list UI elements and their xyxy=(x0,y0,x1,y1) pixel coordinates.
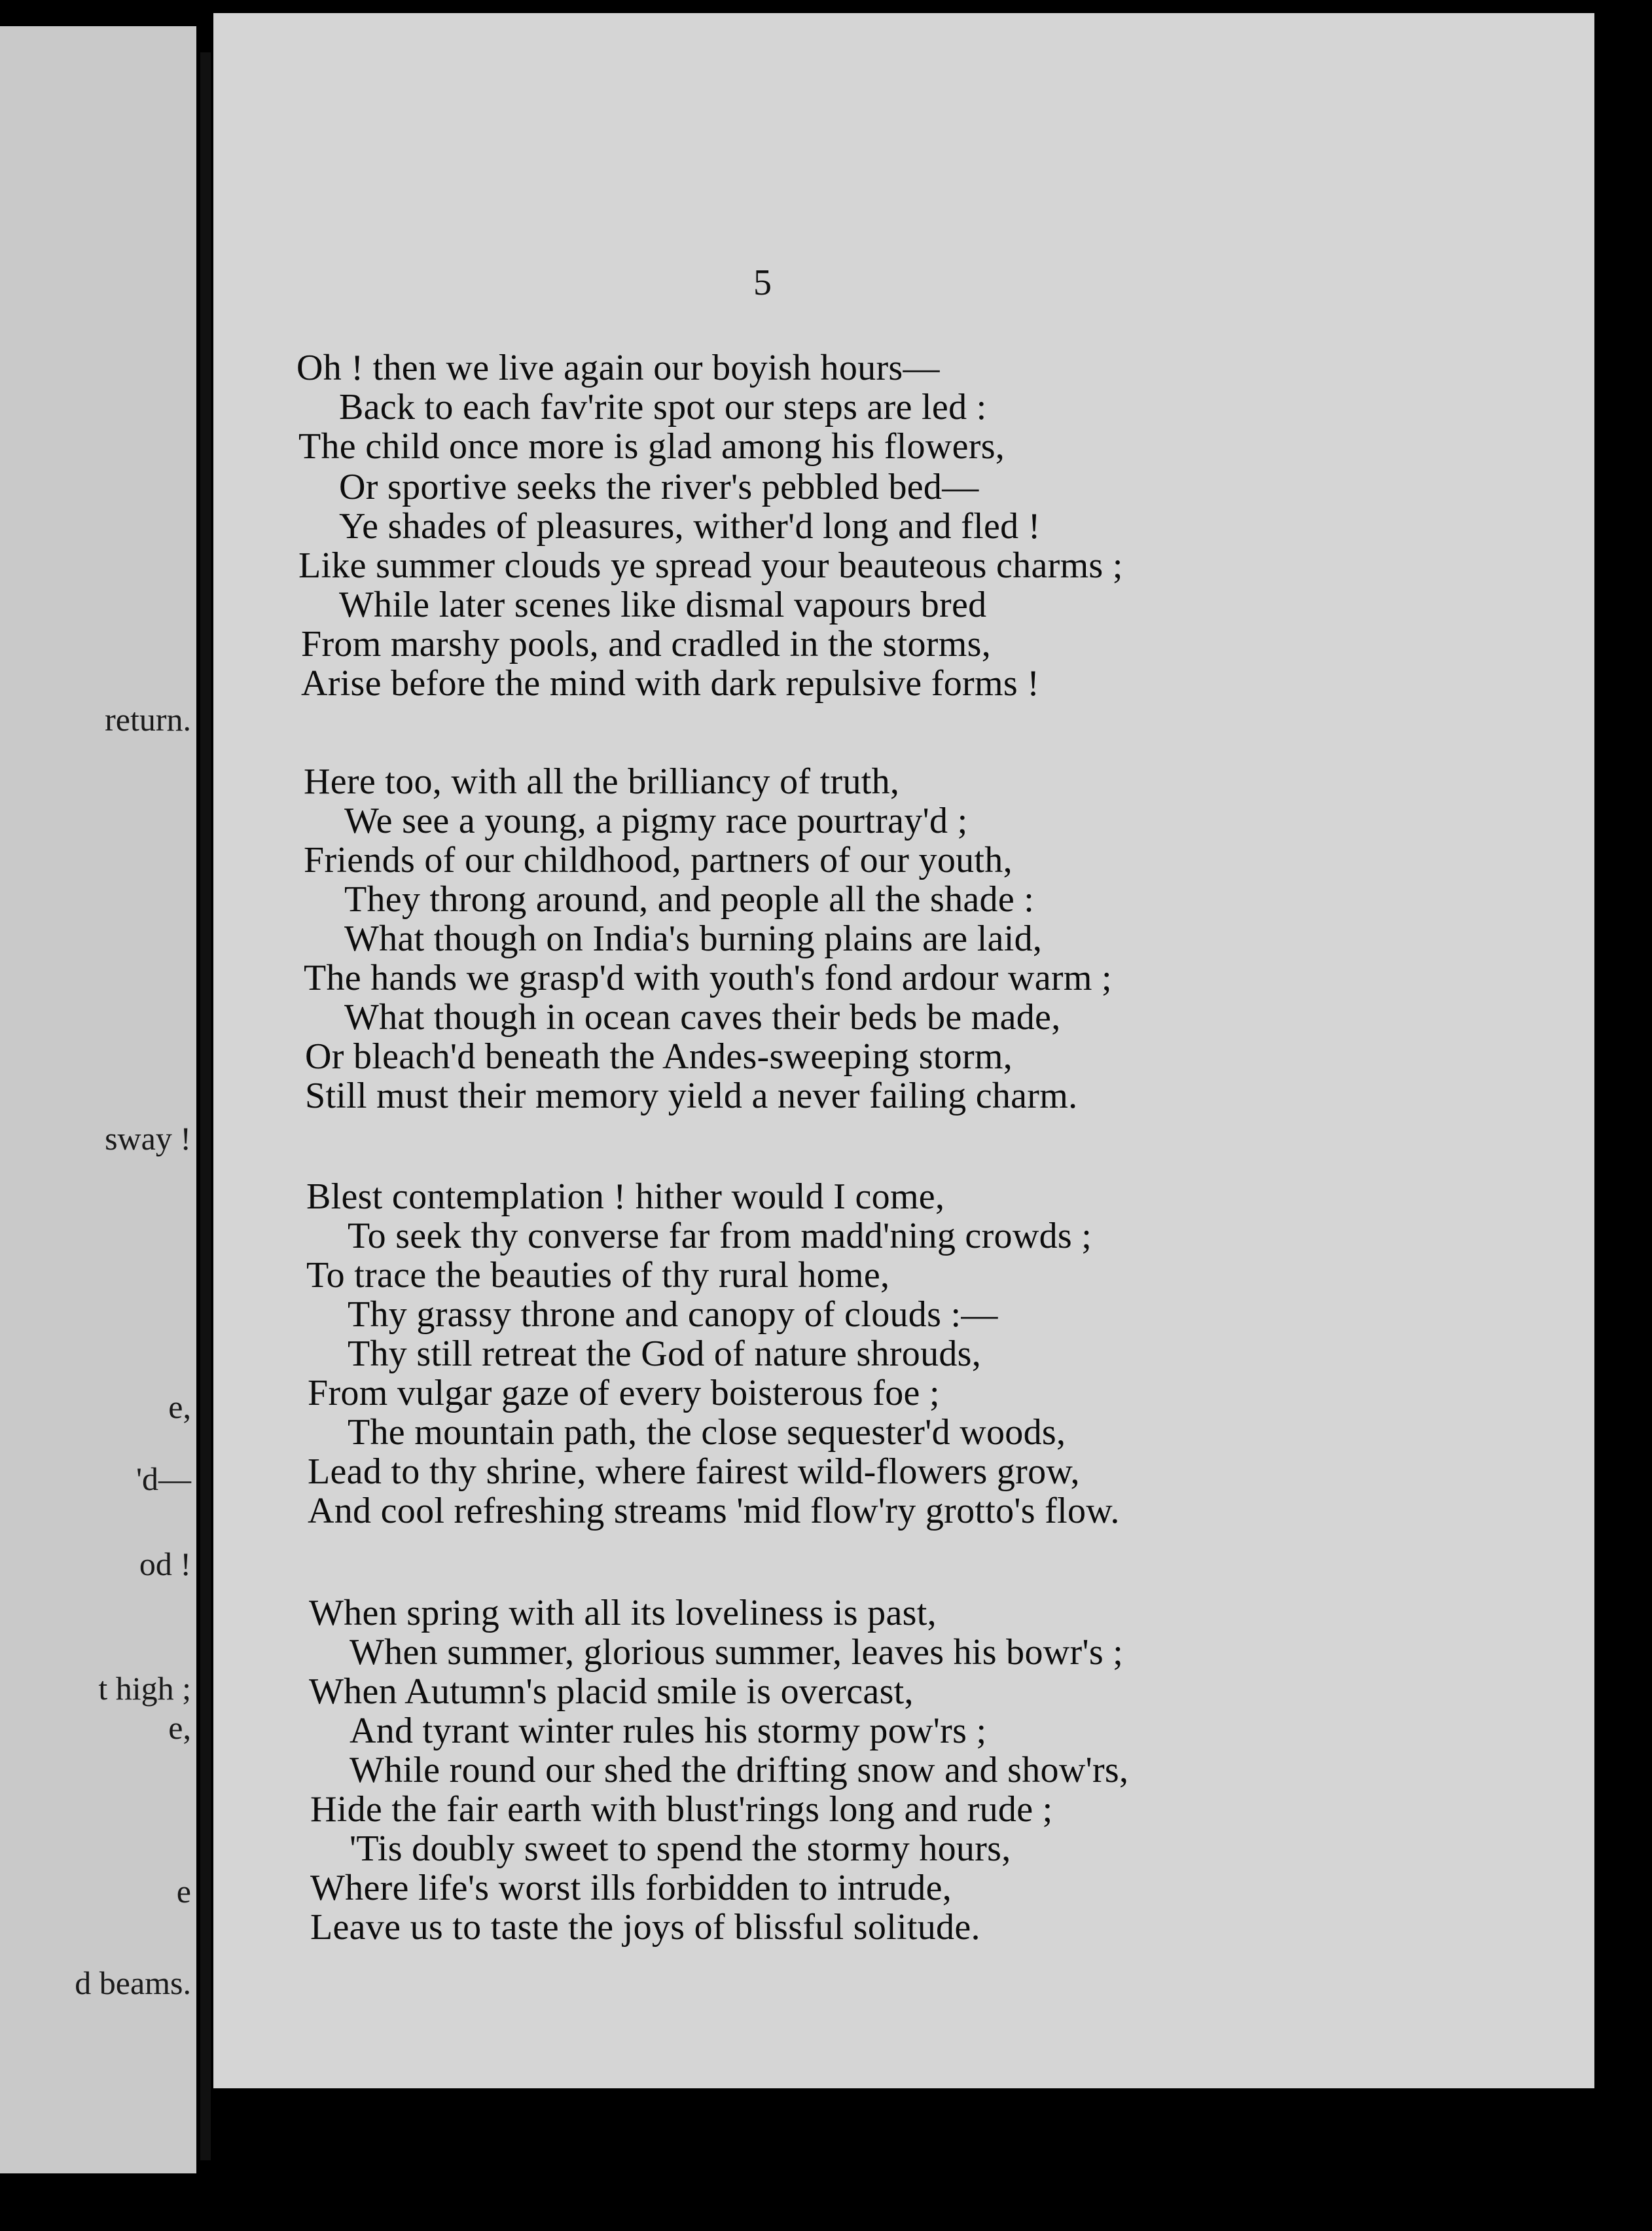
poem-line: Like summer clouds ye spread your beauteous charms ; xyxy=(298,545,1123,586)
left-fragment: e, xyxy=(168,1388,191,1425)
poem-line: What though in ocean caves their beds be made, xyxy=(344,997,1061,1038)
poem-line: To trace the beauties of thy rural home, xyxy=(306,1255,890,1296)
left-fragment: t high ; xyxy=(98,1670,191,1707)
poem xyxy=(213,13,1594,2088)
poem-line: Or bleach'd beneath the Andes-sweeping storm, xyxy=(305,1036,1013,1077)
poem-line: When spring with all its loveliness is past, xyxy=(309,1593,937,1633)
poem-line: When Autumn's placid smile is overcast, xyxy=(309,1671,914,1712)
poem-line: Back to each fav'rite spot our steps are led : xyxy=(339,387,987,427)
poem-line: And cool refreshing streams 'mid flow'ry grotto's flow. xyxy=(308,1491,1120,1531)
poem-line: And tyrant winter rules his stormy pow'rs ; xyxy=(350,1711,987,1751)
poem-line: Lead to thy shrine, where fairest wild-flowers grow, xyxy=(308,1451,1080,1492)
right-page xyxy=(213,13,1594,2088)
page-number: 5 xyxy=(753,263,772,303)
poem-line: The hands we grasp'd with youth's fond ardour warm ; xyxy=(304,958,1112,998)
poem-line: The child once more is glad among his flowers, xyxy=(298,426,1005,467)
left-fragment: 'd— xyxy=(135,1460,191,1497)
poem-line: They throng around, and people all the shade : xyxy=(344,879,1035,920)
poem-line: Where life's worst ills forbidden to intrude, xyxy=(310,1868,952,1908)
gutter-rule xyxy=(200,52,211,2160)
poem-line: Blest contemplation ! hither would I come, xyxy=(306,1176,945,1217)
poem-line: Or sportive seeks the river's pebbled bed— xyxy=(339,467,979,507)
poem-line: Thy grassy throne and canopy of clouds :— xyxy=(348,1294,998,1335)
poem-line: While later scenes like dismal vapours bred xyxy=(339,585,987,625)
poem-line: We see a young, a pigmy race pourtray'd ; xyxy=(344,801,968,841)
left-page xyxy=(0,26,196,2173)
poem-line: Ye shades of pleasures, wither'd long and fled ! xyxy=(339,506,1041,547)
poem-line: While round our shed the drifting snow and show'rs, xyxy=(350,1750,1129,1790)
scan-border xyxy=(213,2088,1594,2231)
left-fragment: e, xyxy=(168,1709,191,1746)
poem-line: Oh ! then we live again our boyish hours— xyxy=(296,348,940,388)
left-fragment: od ! xyxy=(139,1546,191,1582)
poem-line: From marshy pools, and cradled in the storms, xyxy=(301,624,992,664)
poem-line: The mountain path, the close sequester'd woods, xyxy=(348,1412,1066,1453)
poem-line: Hide the fair earth with blust'rings long and rude ; xyxy=(310,1789,1053,1830)
left-fragment: sway ! xyxy=(105,1120,191,1157)
poem-line: 'Tis doubly sweet to spend the stormy hours, xyxy=(350,1828,1011,1869)
poem-line: Still must their memory yield a never failing charm. xyxy=(305,1076,1078,1116)
left-fragment: e xyxy=(176,1873,191,1910)
poem-line: When summer, glorious summer, leaves his bowr's ; xyxy=(350,1632,1124,1673)
poem-line: Thy still retreat the God of nature shrouds, xyxy=(348,1333,982,1374)
poem-line: From vulgar gaze of every boisterous foe ; xyxy=(308,1373,940,1413)
poem-line: Leave us to taste the joys of blissful solitude. xyxy=(310,1907,980,1948)
left-page-fragments xyxy=(0,26,196,2173)
poem-line: To seek thy converse far from madd'ning crowds ; xyxy=(348,1216,1092,1256)
poem-line: Here too, with all the brilliancy of truth, xyxy=(304,761,900,802)
poem-line: Arise before the mind with dark repulsive forms ! xyxy=(301,663,1040,704)
poem-line: Friends of our childhood, partners of our youth, xyxy=(304,840,1013,880)
left-fragment: return. xyxy=(105,701,191,738)
poem-line: What though on India's burning plains are laid, xyxy=(344,918,1043,959)
left-fragment: d beams. xyxy=(75,1965,191,2001)
